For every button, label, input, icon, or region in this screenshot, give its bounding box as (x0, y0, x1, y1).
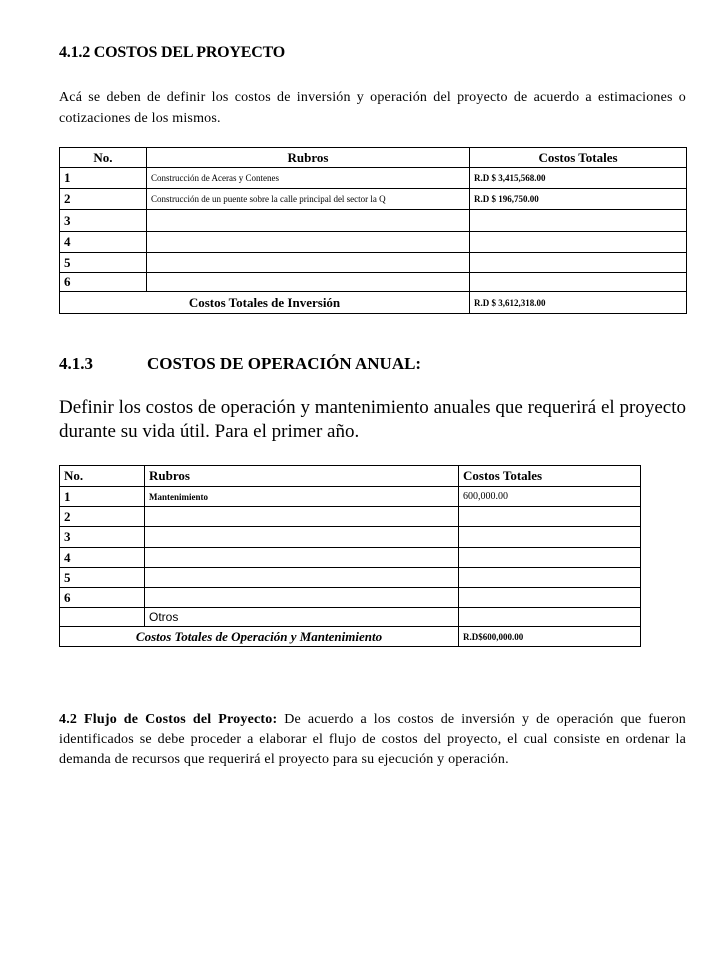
row-costo (459, 507, 641, 527)
table-row (60, 273, 687, 292)
row-costo (470, 210, 687, 232)
row-rubro (145, 588, 459, 608)
row-no: 2 (60, 507, 145, 527)
section-title: COSTOS DE OPERACIÓN ANUAL: (147, 354, 422, 373)
section-intro-4-1-2: Acá se deben de definir los costos de inversión y operación del proyecto de acuerdo a estimaciones o cotizaciones de los mismos. (59, 90, 686, 126)
operacion-table (59, 465, 641, 647)
inversion-table (59, 147, 687, 314)
header-no: No. (60, 148, 147, 168)
table-row-otros (60, 608, 641, 627)
row-no: 1 (60, 168, 147, 189)
row-rubro (147, 253, 470, 273)
header-no: No. (60, 466, 145, 487)
row-no: 3 (60, 210, 147, 232)
table-row (60, 507, 641, 527)
row-costo (470, 232, 687, 253)
row-rubro: Mantenimiento (145, 487, 459, 507)
header-rubros: Rubros (147, 148, 470, 168)
section-number: 4.1.3 (59, 354, 93, 373)
table-row (60, 232, 687, 253)
row-no: 6 (60, 588, 145, 608)
table-header-row (60, 466, 641, 487)
row-costo (470, 253, 687, 273)
section-paragraph-4-1-3: Definir los costos de operación y mantenimiento anuales que requerirá el proyecto durante su vida útil. Para el primer año. (59, 397, 686, 442)
total-label: Costos Totales de Operación y Mantenimiento (60, 627, 459, 647)
row-costo (459, 608, 641, 627)
row-no: 2 (60, 189, 147, 210)
row-costo: R.D $ 196,750.00 (470, 189, 687, 210)
row-no: 1 (60, 487, 145, 507)
row-costo (459, 568, 641, 588)
table-row (60, 568, 641, 588)
row-costo (459, 548, 641, 568)
row-costo: 600,000.00 (459, 487, 641, 507)
total-value: R.D $ 3,612,318.00 (470, 292, 687, 314)
row-costo (459, 527, 641, 548)
row-costo (459, 588, 641, 608)
table-row (60, 210, 687, 232)
section-lead-4-2: 4.2 Flujo de Costos del Proyecto: (59, 712, 278, 727)
row-no: 5 (60, 253, 147, 273)
total-value: R.D$600,000.00 (459, 627, 641, 647)
row-no: 4 (60, 232, 147, 253)
row-rubro: Construcción de Aceras y Contenes (147, 168, 470, 189)
table-row (60, 253, 687, 273)
row-rubro (145, 527, 459, 548)
table-row (60, 588, 641, 608)
total-label: Costos Totales de Inversión (60, 292, 470, 314)
row-rubro (145, 568, 459, 588)
row-no: 3 (60, 527, 145, 548)
row-no (60, 608, 145, 627)
row-costo (470, 273, 687, 292)
section-heading-4-1-2: 4.1.2 COSTOS DEL PROYECTO (59, 44, 286, 61)
total-row (60, 292, 687, 314)
row-rubro (147, 232, 470, 253)
row-rubro-otros: Otros (145, 608, 459, 627)
header-costos: Costos Totales (459, 466, 641, 487)
row-no: 6 (60, 273, 147, 292)
table-row (60, 527, 641, 548)
row-rubro: Construcción de un puente sobre la calle principal del sector la Q (147, 189, 470, 210)
section-paragraph-4-2 (59, 710, 686, 770)
section-heading-4-1-3 (59, 354, 421, 374)
row-rubro (147, 273, 470, 292)
header-rubros: Rubros (145, 466, 459, 487)
header-costos: Costos Totales (470, 148, 687, 168)
row-rubro (145, 507, 459, 527)
table-row (60, 487, 641, 507)
section-text-4-2: De acuerdo a los costos de inversión y de operación que fueron identificados se debe proceder a elaborar el flujo de costos del proyecto, el cual consiste en ordenar la demanda de recursos que requerirá el proyecto para su ejecución y operación. (59, 712, 686, 767)
row-rubro (145, 548, 459, 568)
row-no: 5 (60, 568, 145, 588)
table-header-row (60, 148, 687, 168)
total-row (60, 627, 641, 647)
row-costo: R.D $ 3,415,568.00 (470, 168, 687, 189)
table-row (60, 548, 641, 568)
row-rubro (147, 210, 470, 232)
table-row (60, 189, 687, 210)
row-no: 4 (60, 548, 145, 568)
table-row (60, 168, 687, 189)
